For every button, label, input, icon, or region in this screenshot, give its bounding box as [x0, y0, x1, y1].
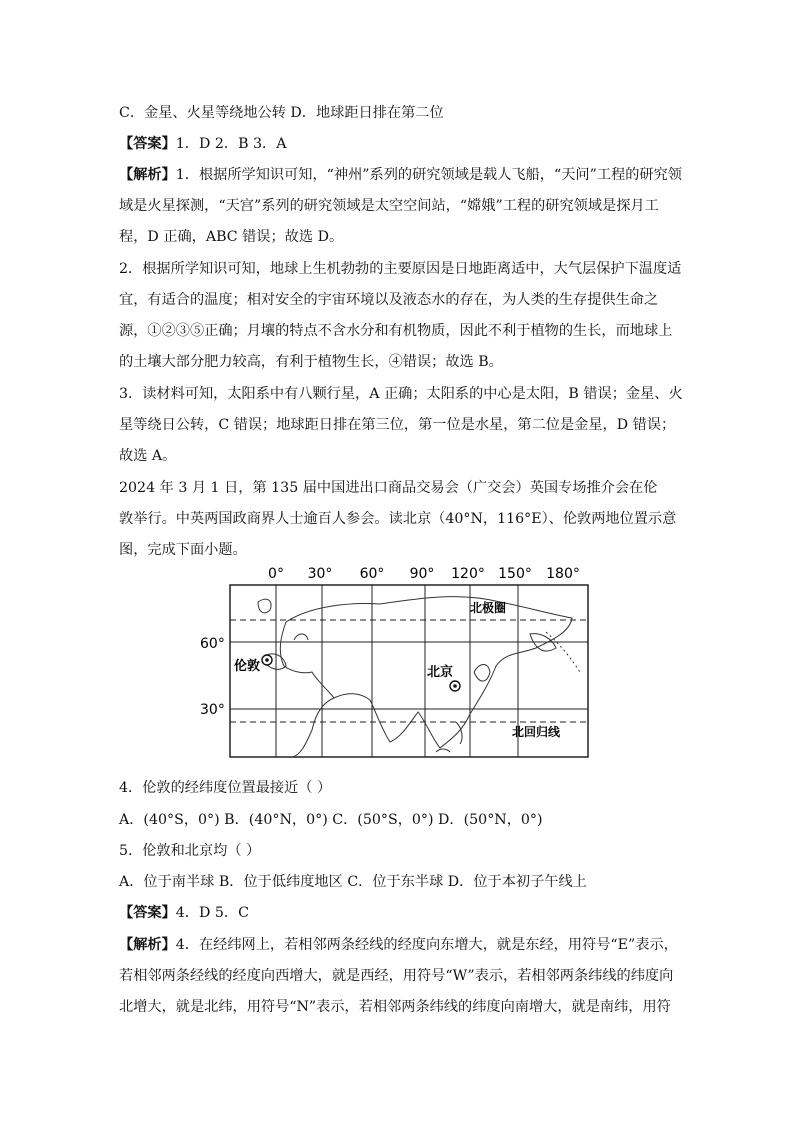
line-text: 若相邻两条经线的经度向西增大，就是西经，用符号“W”表示，若相邻两条纬线的纬度向 — [119, 968, 674, 984]
text-line — [119, 903, 249, 923]
line-text: 的土壤大部分肥力较高，有利于植物生长，④错误；故选 B。 — [119, 354, 503, 370]
line-text: 源，①②③⑤正确；月壤的特点不含水分和有机物质，因此不利于植物的生长，而地球上 — [119, 323, 673, 339]
text-line — [119, 540, 247, 560]
text-line — [119, 966, 673, 986]
text-line — [119, 165, 682, 185]
lon-label-90: 90° — [409, 566, 435, 582]
arctic-circle-label: 北极圈 — [470, 601, 507, 615]
line-text: A．(40°S，0°) B．(40°N，0°) C．(50°S，0°) D．(50°N，0°) — [119, 812, 543, 828]
text-line — [119, 446, 176, 466]
section-tag: 【解析】 — [119, 167, 176, 183]
lon-label-120: 120° — [451, 566, 485, 582]
line-text: C．金星、火星等绕地公转 D．地球距日排在第二位 — [119, 105, 444, 121]
text-line — [119, 935, 678, 955]
text-line — [119, 872, 587, 892]
line-text: 2．根据所学知识可知，地球上生机勃勃的主要原因是日地距离适中，大气层保护下温度适 — [119, 261, 682, 277]
text-line — [119, 384, 683, 404]
latlon-map — [200, 562, 600, 768]
line-text: 故选 A。 — [119, 448, 177, 464]
section-tag: 【答案】 — [119, 905, 176, 921]
city-london — [234, 655, 272, 674]
section-tag: 【解析】 — [119, 937, 176, 953]
lat-label-60: 60° — [200, 636, 225, 652]
line-text: 宜，有适合的温度；相对安全的宇宙环境以及液态水的存在，为人类的生存提供生命之 — [119, 292, 659, 308]
line-text: 敦举行。中英两国政商界人士逾百人参会。读北京（40°N，116°E）、伦敦两地位置示意 — [119, 511, 677, 527]
text-line — [119, 997, 671, 1017]
line-text: 星等绕日公转，C 错误；地球距日排在第三位，第一位是水星，第二位是金星，D 错误； — [119, 417, 676, 433]
line-text: 4．伦敦的经纬度位置最接近（ ） — [119, 780, 332, 796]
line-text: 1．D 2．B 3．A — [175, 136, 287, 152]
lon-label-30: 30° — [307, 566, 333, 582]
text-line — [119, 321, 672, 341]
lon-label-150: 150° — [498, 566, 532, 582]
line-text: 程，D 正确，ABC 错误；故选 D。 — [119, 229, 344, 245]
text-line — [119, 415, 675, 435]
text-line — [119, 509, 676, 529]
text-line — [119, 841, 260, 861]
line-text: A．位于南半球 B．位于低纬度地区 C．位于东半球 D．位于本初子午线上 — [119, 874, 587, 890]
city-beijing-label: 北京 — [427, 665, 454, 680]
line-text: 2024 年 3 月 1 日，第 135 届中国进出口商品交易会（广交会）英国专场推介会在伦 — [119, 480, 658, 496]
text-line — [119, 778, 331, 798]
line-text: 图，完成下面小题。 — [119, 542, 247, 558]
line-text: 1．根据所学知识可知，“神州”系列的研究领域是载人飞船，“天问”工程的研究领 — [175, 167, 682, 183]
text-line — [119, 352, 503, 372]
text-line — [119, 103, 444, 123]
lon-label-60: 60° — [359, 566, 385, 582]
city-london-label: 伦敦 — [234, 659, 261, 674]
lon-label-180: 180° — [546, 566, 580, 582]
line-text: 4．在经纬网上，若相邻两条经线的经度向东增大，就是东经，用符号“E”表示， — [175, 937, 678, 953]
tropic-label: 北回归线 — [512, 725, 561, 739]
text-line — [119, 290, 658, 310]
text-line — [119, 196, 659, 216]
section-tag: 【答案】 — [119, 136, 176, 152]
line-text: 4．D 5．C — [175, 905, 249, 921]
city-beijing — [427, 664, 460, 691]
text-line — [119, 478, 657, 498]
line-text: 5．伦敦和北京均（ ） — [119, 843, 261, 859]
lon-label-0: 0° — [268, 566, 284, 582]
parallels — [230, 642, 588, 709]
text-line — [119, 810, 543, 830]
line-text: 北增大，就是北纬，用符号“N”表示，若相邻两条纬线的纬度向南增大，就是南纬，用符 — [119, 999, 671, 1015]
text-line — [119, 259, 681, 279]
line-text: 域是火星探测，“天宫”系列的研究领域是太空空间站，“嫦娥”工程的研究领域是探月工 — [119, 198, 659, 214]
line-text: 3．读材料可知，太阳系中有八颗行星，A 正确；太阳系的中心是太阳，B 错误；金星、火 — [119, 386, 683, 402]
text-line — [119, 227, 343, 247]
lat-label-30: 30° — [200, 702, 225, 718]
dotted-boundary — [546, 632, 580, 672]
text-line — [119, 134, 286, 154]
